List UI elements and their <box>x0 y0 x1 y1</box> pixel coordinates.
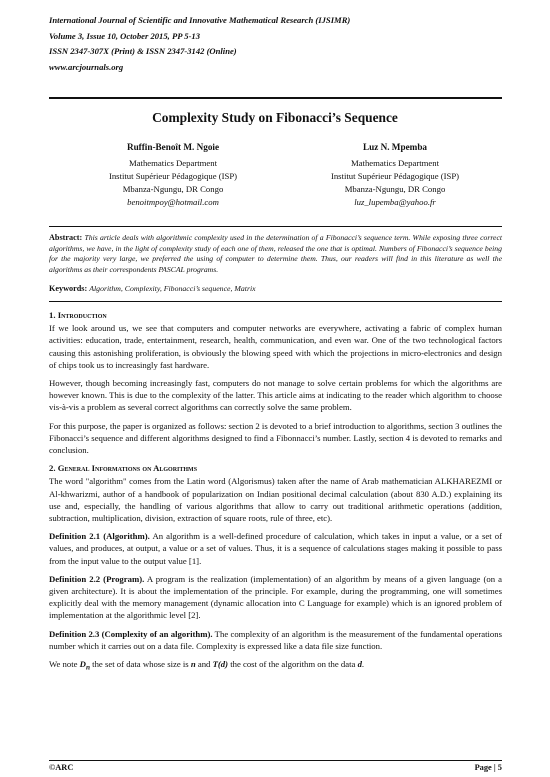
notation-paragraph <box>49 658 502 674</box>
journal-volume: Volume 3, Issue 10, October 2015, PP 5-13 <box>49 30 201 41</box>
journal-website[interactable]: www.arcjournals.org <box>49 61 124 72</box>
text-run: the set of data whose size is <box>90 659 191 670</box>
text-run: and <box>195 659 213 670</box>
keywords-rule <box>49 301 502 302</box>
author-institution: Institut Supérieur Pédagogique (ISP) <box>330 171 460 181</box>
footer-rule <box>49 760 502 761</box>
author-name: Ruffin-Benoît M. Ngoie <box>126 142 220 152</box>
definition-label: Definition 2.2 (Program). <box>49 573 145 584</box>
math-symbol: n <box>190 659 196 670</box>
text-run: . <box>361 659 365 670</box>
math-symbol: D <box>79 659 86 670</box>
author-email[interactable]: benoitmpoy@hotmail.com <box>127 197 219 207</box>
paragraph: For this purpose, the paper is organized as follows: section 2 is devoted to a brief introduction to algorithms, section 3 outlines the Fibonacci’s sequence and different algorithms designed to find a Fibonnacci’s number. Lastly, section 4 is devoted to remarks and conclusion. <box>49 420 502 456</box>
author-dept: Mathematics Department <box>350 158 440 168</box>
paragraph: If we look around us, we see that computers and computer networks are everywhere, activating a fabric of complex human activities: education, trade, entertainment, research, health, communication, and even war. One of the two technological factors causing this astonishing proliferation, is obviously the blowing speed with which the projections in micro-electronics and design of chips took us to increasingly fast hardware. <box>49 323 502 370</box>
definition-text: The complexity of an algorithm is the measurement of the fundamental operations number which it carries out on a data file. Complexity is expressed like a data file size function. <box>49 628 502 651</box>
abstract-rule <box>49 226 502 227</box>
section-heading: 1. Introduction <box>49 310 107 320</box>
keywords-label: Keywords: <box>49 284 88 293</box>
text-run: the cost of the algorithm on the data <box>228 659 358 670</box>
author-block-1 <box>68 141 278 209</box>
paragraph: However, though becoming increasingly fast, computers do not manage to solve certain problems for which the algorithms are however known. This is due to the complexity of the latter. This article aims at indicating to the reader which algorithm to choose vis-à-vis a problem as several correct algorithms can correctly solve the same problem. <box>49 378 502 413</box>
author-name: Luz N. Mpemba <box>362 142 428 152</box>
paragraph: The word "algorithm" comes from the Latin word (Algorismus) taken after the name of Arab mathematician ALKHAREZMI or Al-khwarizmi, author of a handbook of popularization on Indian positional decimal calculation (about 830 A.D.) explaining its use and, especially, the handling of various algorithms that allow to carry out traditional arithmetic operations (addition, subtraction, multiplication, division, extraction of square roots, rule of three, etc). <box>49 476 502 524</box>
math-symbol: d <box>357 659 362 670</box>
definition-label: Definition 2.1 (Algorithm). <box>49 531 150 542</box>
journal-header <box>49 13 350 75</box>
header-rule <box>49 97 502 99</box>
author-block-2 <box>290 141 500 209</box>
definition-label: Definition 2.3 (Complexity of an algorithm). <box>49 628 213 639</box>
keywords-text: Algorithm, Complexity, Fibonacci’s sequence, Matrix <box>89 284 256 293</box>
abstract-text: This article deals with algorithmic complexity used in the determination of a Fibonacci’s sequence term. While exposing three correct algorithms, we have, in the light of complexity study of each one of them, released the one that is optimal. Numbers of Fibonacci’s sequence being for the majority very large, we preferred the using of computer to determine them. Thus, our readers will find in this literature as well the algorithms as their correspondents PASCAL programs. <box>49 233 503 274</box>
paper-body <box>49 309 502 680</box>
section-heading: 2. General Informations on Algorithms <box>49 463 198 474</box>
definition-text: An algorithm is a well-defined procedure of calculation, which takes in input a value, or a set of values, and produces, at output, a value or a set of values. Thus, it is a sequence of calculations stages making it possible to pass from the input value to the output value [1]. <box>49 531 502 566</box>
journal-issn: ISSN 2347-307X (Print) & ISSN 2347-3142 (Online) <box>49 46 237 57</box>
abstract-label: Abstract: <box>49 233 83 242</box>
definition-text: A program is the realization (implementation) of an algorithm by means of a given language (on a given architecture). It is about the implementation of the principle. For example, during the programming, one will sometimes explicitly deal with the memory management (dynamic allocation into C Language for example) which is an ignored problem of implementation at the algorithmic level [2]. <box>49 573 502 621</box>
definition <box>49 628 502 652</box>
math-symbol: T(d) <box>212 659 229 670</box>
definition <box>49 573 502 622</box>
author-email[interactable]: luz_lupemba@yahoo.fr <box>354 197 436 207</box>
text-run: We note <box>49 659 80 670</box>
paper-title: Complexity Study on Fibonacci’s Sequence <box>152 110 398 125</box>
author-institution: Institut Supérieur Pédagogique (ISP) <box>108 171 238 181</box>
keywords <box>49 284 502 293</box>
page-number: Page | 5 <box>474 763 502 772</box>
math-subscript: n <box>85 663 90 672</box>
author-dept: Mathematics Department <box>128 158 218 168</box>
abstract <box>49 233 502 275</box>
author-location: Mbanza-Ngungu, DR Congo <box>344 184 446 194</box>
journal-name: International Journal of Scientific and Innovative Mathematical Research (IJSIMR) <box>49 15 351 25</box>
author-location: Mbanza-Ngungu, DR Congo <box>122 184 224 194</box>
footer-publisher: ©ARC <box>49 763 74 772</box>
definition <box>49 530 502 567</box>
